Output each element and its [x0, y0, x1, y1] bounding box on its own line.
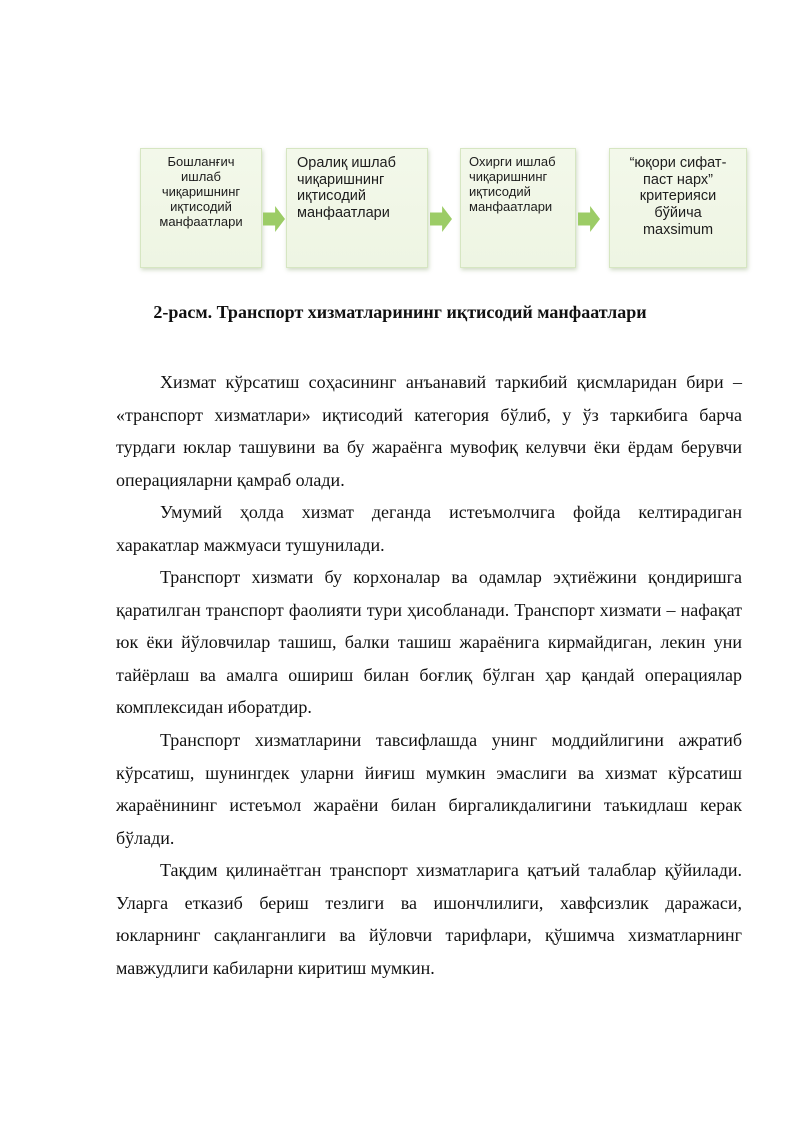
- process-diagram: [140, 148, 750, 273]
- right-arrow-icon: [263, 206, 285, 232]
- diagram-box-label: Оралиқ ишлаб чиқаришнинг иқтисодий манфаатлари: [297, 155, 396, 222]
- diagram-box-label: Бошланғич ишлаб чиқаришнинг иқтисодий манфаатлари: [159, 154, 243, 229]
- diagram-box-label: Охирги ишлаб чиқаришнинг иқтисодий манфаатлари: [469, 154, 556, 214]
- diagram-box-intermediate-production: [286, 148, 428, 268]
- diagram-box-quality-price-maximum: [609, 148, 747, 268]
- right-arrow-icon: [578, 206, 600, 232]
- right-arrow-icon: [430, 206, 452, 232]
- paragraph-2: Умумий ҳолда хизмат деганда истеъмолчига фойда келтирадиган харакатлар мажмуаси тушунилади.: [116, 502, 742, 555]
- paragraph-5: Тақдим қилинаётган транспорт хизматларига қатъий талаблар қўйилади. Уларга етказиб бериш тезлиги ва ишончлилиги, хавфсизлик даражаси, юкларнинг сақланганлиги ва йўловчи тарифлари, қўшимча хизматларнинг мавжудлиги кабиларни киритиш мумкин.: [116, 860, 742, 978]
- diagram-box-initial-production: [140, 148, 262, 268]
- diagram-box-label: “юқори сифат- паст нарх” критерияси бўйича maxsimum: [629, 155, 727, 238]
- diagram-box-final-production: [460, 148, 576, 268]
- figure-caption: 2-расм. Транспорт хизматларининг иқтисодий манфаатлари: [153, 302, 647, 322]
- paragraph-4: Транспорт хизматларини тавсифлашда унинг моддийлигини ажратиб кўрсатиш, шунингдек уларни йиғиш мумкин эмаслиги ва хизмат кўрсатиш жараёнининг истеъмол жараёни билан биргаликдалигини таъкидлаш керак бўлади.: [116, 730, 742, 848]
- paragraph-1: Хизмат кўрсатиш соҳасининг анъанавий таркибий қисмларидан бири – «транспорт хизматлари» иқтисодий категория бўлиб, у ўз таркибига барча турдаги юклар ташувини ва бу жараёнга мувофиқ келувчи ёки ёрдам берувчи операцияларни қамраб олади.: [116, 372, 742, 490]
- paragraph-3: Транспорт хизмати бу корхоналар ва одамлар эҳтиёжини қондиришга қаратилган транспорт фаолияти тури ҳисобланади. Транспорт хизмати – нафақат юк ёки йўловчилар ташиш, балки ташиш жараёнига кирмайдиган, лекин уни тайёрлаш ва амалга ошириш билан боғлиқ бўлган ҳар қандай операциялар комплексидан иборатдир.: [116, 567, 742, 717]
